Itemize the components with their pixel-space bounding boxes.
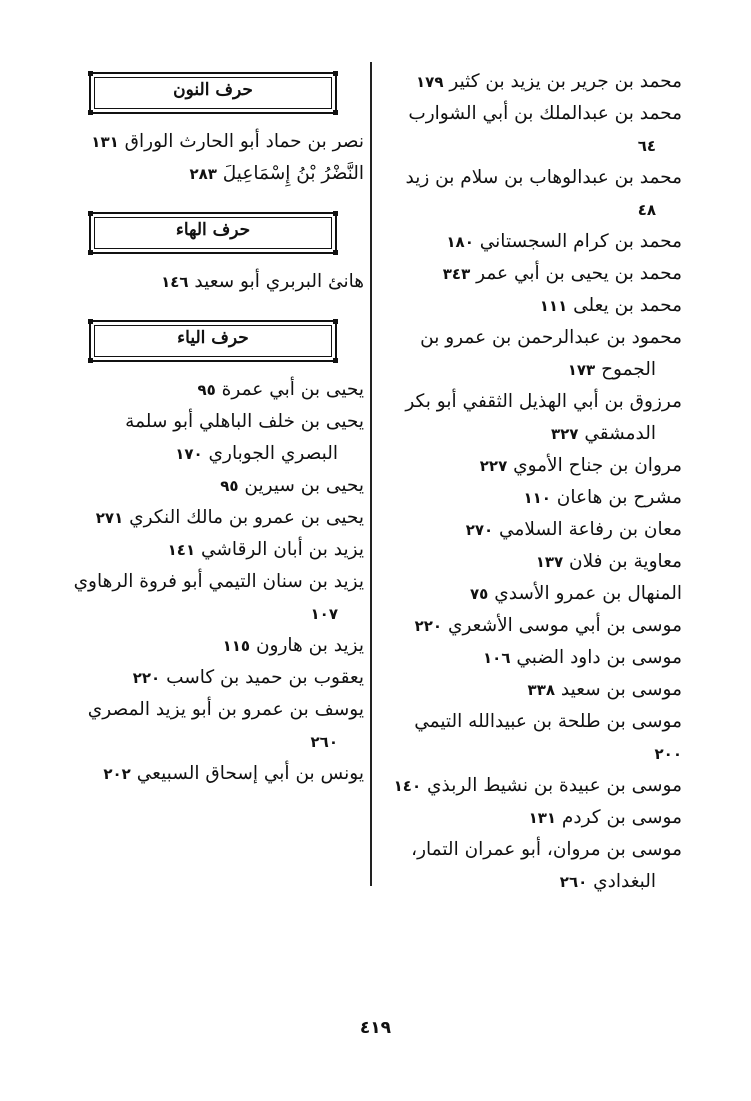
- entry-name: محمد بن عبدالوهاب بن سلام بن زيد: [405, 167, 682, 188]
- entry-name: موسى بن كردم: [556, 807, 682, 828]
- entry-name: يوسف بن عمرو بن أبو يزيد المصري: [87, 699, 364, 720]
- entry-page-number: ١١٥: [222, 637, 251, 655]
- index-entry: [382, 98, 682, 130]
- index-entry: [382, 450, 682, 482]
- entry-page-number: ٢٠٠: [654, 745, 682, 763]
- entry-name: موسى بن عبيدة بن نشيط الربذي: [421, 775, 682, 796]
- index-entry: [68, 374, 364, 406]
- entry-page-number: ٢٢٠: [414, 617, 443, 635]
- entry-page-number: ١٤١: [167, 541, 196, 559]
- index-entry: [382, 258, 682, 290]
- index-entry: [382, 226, 682, 258]
- index-entry: [382, 194, 682, 226]
- index-entry: [68, 438, 364, 470]
- index-entry: [68, 534, 364, 566]
- index-entry: [382, 578, 682, 610]
- entry-page-number: ٢٨٣: [189, 165, 217, 183]
- entry-page-number: ١٧٣: [567, 361, 596, 379]
- index-entry: [68, 406, 364, 438]
- entry-name: يزيد بن سنان التيمي أبو فروة الرهاوي: [73, 571, 364, 592]
- entry-name: محمود بن عبدالرحمن بن عمرو بن: [420, 327, 682, 348]
- entry-name: محمد بن كرام السجستاني: [473, 231, 682, 252]
- entry-page-number: ١٠٦: [483, 649, 511, 667]
- entry-page-number: ٢٦٠: [310, 733, 338, 751]
- entry-page-number: ٢٢٧: [479, 457, 508, 475]
- index-entry: [382, 162, 682, 194]
- entry-page-number: ١٣١: [528, 809, 557, 827]
- index-entry: [382, 674, 682, 706]
- entry-name: مشرح بن هاعان: [550, 487, 682, 508]
- section-heading-box: [89, 320, 337, 362]
- entry-name: يزيد بن هارون: [250, 635, 364, 656]
- index-entry: [382, 482, 682, 514]
- index-entry: [68, 630, 364, 662]
- entry-name: موسى بن مروان، أبو عمران التمار،: [411, 839, 682, 860]
- section-heading-box: [89, 72, 337, 114]
- entry-name: يزيد بن أبان الرقاشي: [195, 539, 364, 560]
- entry-name: موسى بن طلحة بن عبيدالله التيمي: [414, 711, 682, 732]
- index-entry: [382, 546, 682, 578]
- entry-page-number: ١٣٧: [535, 553, 564, 571]
- section-heading: حرف النون: [173, 80, 253, 100]
- index-entry: [68, 726, 364, 758]
- index-entry: [382, 866, 682, 898]
- entry-page-number: ٩٥: [197, 381, 216, 399]
- entry-page-number: ٩٥: [220, 477, 239, 495]
- index-entry: [68, 266, 364, 298]
- entry-page-number: ٣٢٧: [550, 425, 579, 443]
- entry-page-number: ٣٤٣: [442, 265, 471, 283]
- entry-name: يعقوب بن حميد بن كاسب: [160, 667, 364, 688]
- entry-name: مروان بن جناح الأموي: [507, 455, 682, 476]
- index-entry: [382, 130, 682, 162]
- entry-page-number: ٤٨: [637, 201, 656, 219]
- section-heading: حرف الياء: [177, 328, 249, 348]
- index-entry: [382, 322, 682, 354]
- index-entry: [382, 706, 682, 770]
- entry-page-number: ١١٠: [523, 489, 551, 507]
- entry-page-number: ١٣١: [91, 133, 119, 151]
- index-entry: [382, 354, 682, 386]
- entry-name: الدمشقي: [578, 423, 656, 444]
- entry-page-number: ١٤٠: [393, 777, 422, 795]
- entry-page-number: ١٨٠: [446, 233, 474, 251]
- index-entry: [68, 758, 364, 790]
- index-entry: [68, 126, 364, 158]
- index-entry: [382, 642, 682, 674]
- left-column: [68, 66, 364, 790]
- entry-page-number: ١٠٧: [310, 605, 338, 623]
- index-entry: [382, 514, 682, 546]
- index-entry: [382, 770, 682, 802]
- entry-name: البغدادي: [587, 871, 656, 892]
- entry-name: هانئ البربري أبو سعيد: [188, 271, 364, 292]
- index-entry: [68, 470, 364, 502]
- entry-name: محمد بن يعلى: [567, 295, 682, 316]
- entry-name: يحيى بن سيرين: [238, 475, 364, 496]
- entry-page-number: ٢٧٠: [465, 521, 494, 539]
- entry-name: البصري الجوباري: [202, 443, 338, 464]
- page-number: ٤١٩: [359, 1018, 392, 1038]
- index-entry: [382, 290, 682, 322]
- entry-page-number: ٦٤: [637, 137, 656, 155]
- entry-name: يحيى بن خلف الباهلي أبو سلمة: [125, 411, 364, 432]
- entry-page-number: ٢٦٠: [559, 873, 588, 891]
- entry-name: معان بن رفاعة السلامي: [493, 519, 682, 540]
- entry-page-number: ٢٠٢: [103, 765, 131, 783]
- entry-name: مرزوق بن أبي الهذيل الثقفي أبو بكر: [405, 391, 682, 412]
- entry-name: محمد بن عبدالملك بن أبي الشوارب: [408, 103, 682, 124]
- entry-name: يونس بن أبي إسحاق السبيعي: [130, 763, 364, 784]
- column-divider: [370, 62, 372, 886]
- entry-name: موسى بن أبي موسى الأشعري: [442, 615, 682, 636]
- right-column: [382, 66, 682, 898]
- index-entry: [382, 834, 682, 866]
- entry-page-number: ٢٢٠: [132, 669, 161, 687]
- entry-page-number: ١٧٠: [175, 445, 203, 463]
- entry-name: محمد بن يحيى بن أبي عمر: [470, 263, 682, 284]
- index-entry: [382, 66, 682, 98]
- index-entry: [382, 610, 682, 642]
- entry-name: الجموح: [595, 359, 656, 380]
- entry-name: معاوية بن فلان: [563, 551, 682, 572]
- entry-name: موسى بن داود الضبي: [510, 647, 682, 668]
- index-entry: [382, 418, 682, 450]
- entry-name: موسى بن سعيد: [555, 679, 682, 700]
- index-entry: [68, 502, 364, 534]
- index-entry: [68, 598, 364, 630]
- entry-name: يحيى بن أبي عمرة: [215, 379, 364, 400]
- index-entry: [68, 158, 364, 190]
- index-entry: [382, 802, 682, 834]
- entry-name: يحيى بن عمرو بن مالك النكري: [123, 507, 364, 528]
- entry-page-number: ٣٣٨: [527, 681, 556, 699]
- index-entry: [68, 694, 364, 726]
- entry-name: محمد بن جرير بن يزيد بن كثير: [443, 71, 682, 92]
- entry-page-number: ١٧٩: [416, 73, 444, 91]
- entry-page-number: ١١١: [539, 297, 568, 315]
- entry-page-number: ١٤٦: [161, 273, 189, 291]
- index-entry: [68, 662, 364, 694]
- entry-name: النَّضْرُ بْنُ إِسْمَاعِيلَ: [216, 163, 364, 184]
- entry-name: المنهال بن عمرو الأسدي: [488, 583, 682, 604]
- section-heading: حرف الهاء: [175, 220, 251, 240]
- section-heading-box: [89, 212, 337, 254]
- entry-name: نصر بن حماد أبو الحارث الوراق: [118, 131, 364, 152]
- entry-page-number: ٢٧١: [95, 509, 124, 527]
- entry-page-number: ٧٥: [470, 585, 489, 603]
- index-entry: [382, 386, 682, 418]
- index-entry: [68, 566, 364, 598]
